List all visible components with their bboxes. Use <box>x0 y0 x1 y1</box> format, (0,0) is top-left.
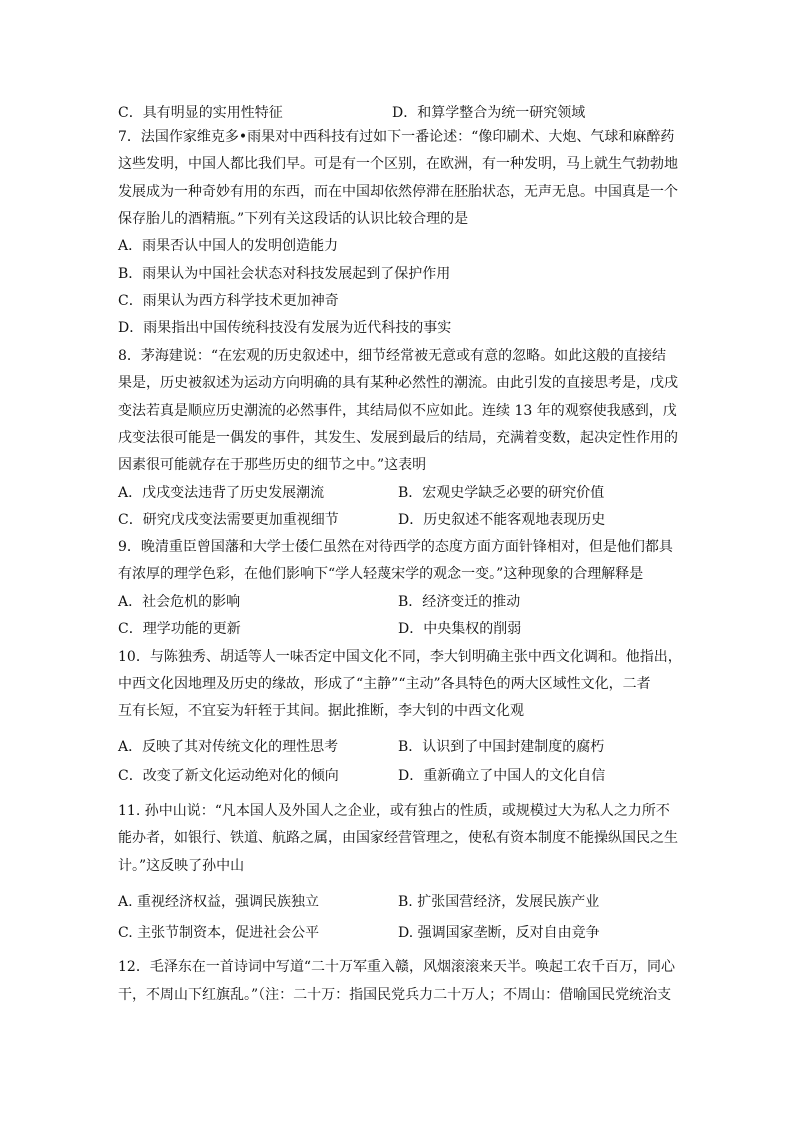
question-11-line-2: 能办者，如银行、铁道、航路之属，由国家经营管理之，使私有资本制度不能操纵国民之生 <box>118 830 678 846</box>
question-8-line-3: 变法若真是顺应历史潮流的必然事件，其结局似不应如此。连续 13 年的观察使我感到，戊 <box>118 403 677 419</box>
question-10-line-1: 10．与陈独秀、胡适等人一味否定中国文化不同，李大钊明确主张中西文化调和。他指出， <box>118 649 682 665</box>
option-10c: C．改变了新文化运动绝对化的倾向 <box>118 768 339 784</box>
option-9a: A．社会危机的影响 <box>118 594 241 610</box>
option-7a: A．雨果否认中国人的发明创造能力 <box>118 238 339 254</box>
option-6c: C．具有明显的实用性特征 <box>118 105 283 121</box>
option-7b: B．雨果认为中国社会状态对科技发展起到了保护作用 <box>118 266 451 282</box>
option-11a: A. 重视经济权益，强调民族独立 <box>118 894 320 910</box>
question-7-line-1: 7．法国作家维克多•雨果对中西科技有过如下一番论述：“像印刷术、大炮、气球和麻醉药 <box>118 129 675 145</box>
question-7-line-2: 这些发明，中国人都比我们早。可是有一个区别，在欧洲，有一种发明，马上就生气勃勃地 <box>118 156 678 172</box>
question-9-line-2: 有浓厚的理学色彩，在他们影响下“学人轻蔑宋学的观念一变。”这种现象的合理解释是 <box>118 566 644 582</box>
option-10b: B．认识到了中国封建制度的腐朽 <box>398 739 605 755</box>
question-10-line-2: 中西文化因地理及历史的缘故，形成了“主静”“主动”各具特色的两大区域性文化，二者 <box>118 676 651 692</box>
option-10a: A．反映了其对传统文化的理性思考 <box>118 739 339 755</box>
question-8-line-2: 果是，历史被叙述为运动方向明确的具有某种必然性的潮流。由此引发的直接思考是，戊戌 <box>118 375 678 391</box>
question-8-line-1: 8．茅海建说：“在宏观的历史叙述中，细节经常被无意或有意的忽略。如此这般的直接结 <box>118 348 667 364</box>
question-7-line-4: 保存胎儿的酒精瓶。”下列有关这段话的认识比较合理的是 <box>118 211 469 227</box>
option-7d: D．雨果指出中国传统科技没有发展为近代科技的事实 <box>118 320 452 336</box>
option-11d: D. 强调国家垄断，反对自由竞争 <box>398 925 600 941</box>
option-11b: B. 扩张国营经济，发展民族产业 <box>398 894 600 910</box>
question-12-line-2: 干，不周山下红旗乱。”（注：二十万：指国民党兵力二十万人；不周山：借喻国民党统治支 <box>118 987 672 1003</box>
option-7c: C．雨果认为西方科学技术更加神奇 <box>118 293 339 309</box>
option-8d: D．历史叙述不能客观地表现历史 <box>398 512 606 528</box>
question-11-line-1: 11. 孙中山说：“凡本国人及外国人之企业，或有独占的性质，或规模过大为私人之力所不 <box>118 803 670 819</box>
question-9-line-1: 9．晚清重臣曾国藩和大学士倭仁虽然在对待西学的态度方面方面针锋相对，但是他们都具 <box>118 539 673 555</box>
question-12-line-1: 12．毛泽东在一首诗词中写道“二十万军重入赣，风烟滚滚来天半。唤起工农千百万，同心 <box>118 959 675 975</box>
option-8b: B．宏观史学缺乏必要的研究价值 <box>398 485 605 501</box>
question-8-line-5: 因素很可能就存在于那些历史的细节之中。”这表明 <box>118 457 427 473</box>
option-9d: D．中央集权的削弱 <box>398 621 522 637</box>
option-11c: C. 主张节制资本，促进社会公平 <box>118 925 320 941</box>
option-10d: D．重新确立了中国人的文化自信 <box>398 768 606 784</box>
option-8c: C．研究戊戌变法需要更加重视细节 <box>118 512 339 528</box>
question-11-line-3: 计。”这反映了孙中山 <box>118 858 245 874</box>
option-8a: A．戊戌变法违背了历史发展潮流 <box>118 485 325 501</box>
question-10-line-3: 互有长短，不宜妄为轩轾于其间。据此推断，李大钊的中西文化观 <box>118 703 524 719</box>
option-9b: B．经济变迁的推动 <box>398 594 521 610</box>
question-8-line-4: 戌变法很可能是一偶发的事件，其发生、发展到最后的结局，充满着变数，起决定性作用的 <box>118 430 678 446</box>
option-9c: C．理学功能的更新 <box>118 621 241 637</box>
option-6d: D．和算学整合为统一研究领域 <box>392 105 586 121</box>
question-7-line-3: 发展成为一种奇妙有用的东西，而在中国却依然停滞在胚胎状态，无声无息。中国真是一个 <box>118 184 678 200</box>
